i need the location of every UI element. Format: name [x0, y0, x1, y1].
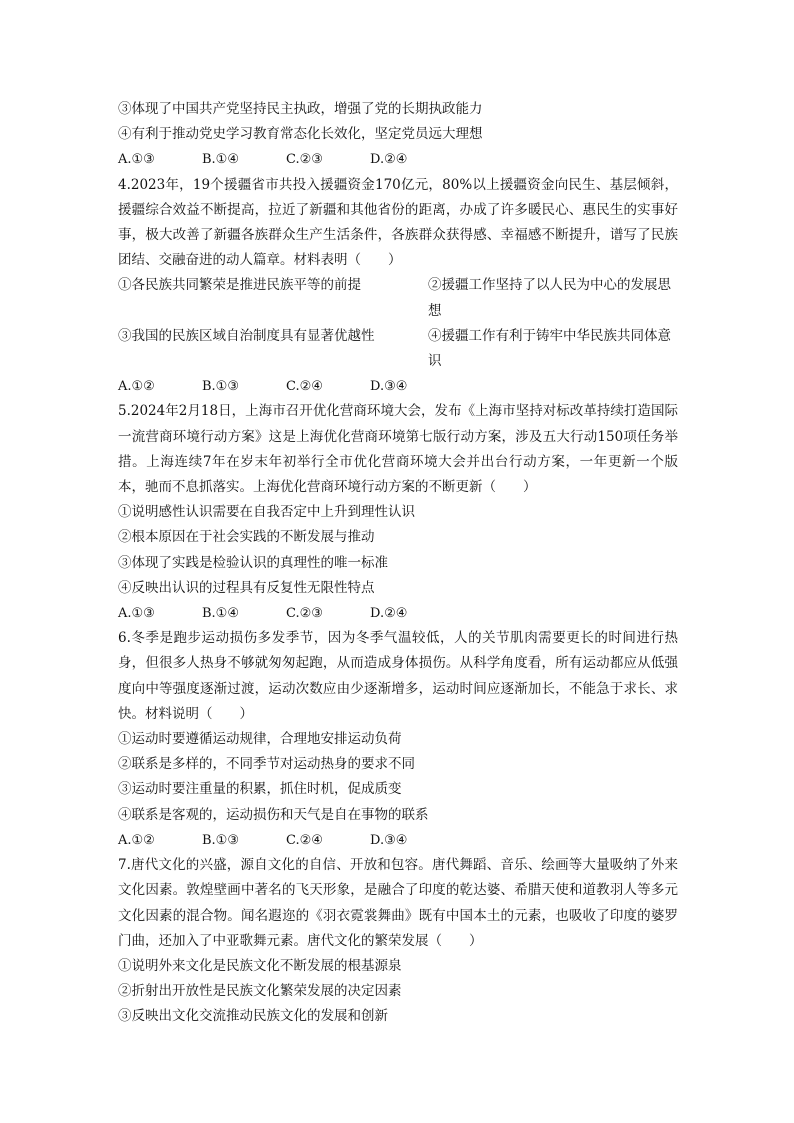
q7-option-2: ②折射出开放性是民族文化繁荣发展的决定因素 [118, 983, 402, 1000]
q5-answers [118, 601, 678, 626]
q4-option-3: ③我国的民族区域自治制度具有显著优越性 [118, 327, 375, 344]
q6-option-1: ①运动时要遵循运动规律，合理地安排运动负荷 [118, 731, 402, 748]
q4-answers [118, 374, 678, 399]
q4-answer-a: A.①② [118, 379, 155, 395]
q4-answer-b: B.①③ [202, 379, 239, 395]
q4-option-1: ①各民族共同繁荣是推进民族平等的前提 [118, 277, 361, 294]
q4-options-row-1 [118, 273, 678, 323]
q5-option-4: ④反映出认识的过程具有反复性无限性特点 [118, 579, 375, 596]
q6-option-2: ②联系是多样的，不同季节对运动热身的要求不同 [118, 756, 415, 773]
q3-option-4: ④有利于推动党史学习教育常态化长效化，坚定党员远大理想 [118, 126, 483, 143]
q6-answer-a: A.①② [118, 832, 155, 848]
q6-stem: 6.冬季是跑步运动损伤多发季节，因为冬季气温较低，人的关节肌肉需要更长的时间进行热身，但很多人热身不够就匆匆起跑，从而造成身体损伤。从科学角度看，所有运动都应从低强度向中等强度逐渐过渡，运动次数应由少逐渐增多，运动时间应逐渐加长，不能急于求长、求快。材料说明（ ） [118, 630, 678, 722]
q3-answer-d: D.②④ [370, 152, 408, 168]
q5-answer-d: D.②④ [370, 606, 408, 622]
q5-answer-c: C.②③ [286, 606, 323, 622]
q5-answer-b: B.①④ [202, 606, 239, 622]
q7-option-3: ③反映出文化交流推动民族文化的发展和创新 [118, 1008, 388, 1025]
q7-option-1: ①说明外来文化是民族文化不断发展的根基源泉 [118, 957, 402, 974]
q6-option-4: ④联系是客观的，运动损伤和天气是自在事物的联系 [118, 806, 429, 823]
q5-option-1: ①说明感性认识需要在自我否定中上升到理性认识 [118, 504, 415, 521]
q6-answers [118, 828, 678, 853]
q3-option-3: ③体现了中国共产党坚持民主执政，增强了党的长期执政能力 [118, 101, 483, 117]
q5-option-2: ②根本原因在于社会实践的不断发展与推动 [118, 529, 375, 546]
q4-stem: 4.2023年，19个援疆省市共投入援疆资金170亿元，80%以上援疆资金向民生、基层倾斜，援疆综合效益不断提高，拉近了新疆和其他省份的距离，办成了许多暖民心、惠民生的实事好事，极大改善了新疆各族群众生产生活条件，各族群众获得感、幸福感不断提升，谱写了民族团结、交融奋进的动人篇章。材料表明（ ） [118, 176, 678, 269]
q3-answers [118, 147, 678, 172]
q5-option-3: ③体现了实践是检验认识的真理性的唯一标准 [118, 554, 388, 571]
q4-option-2: ②援疆工作坚持了以人民为中心的发展思想 [428, 277, 671, 319]
q6-answer-b: B.①③ [202, 832, 239, 848]
q6-answer-c: C.②④ [286, 832, 323, 848]
exam-page [118, 97, 678, 1030]
q4-option-4: ④援疆工作有利于铸牢中华民族共同体意识 [428, 327, 671, 370]
q6-answer-d: D.③④ [370, 832, 408, 848]
q3-answer-b: B.①④ [202, 152, 239, 168]
q5-answer-a: A.①③ [118, 606, 155, 622]
q5-stem: 5.2024年2月18日，上海市召开优化营商环境大会，发布《上海市坚持对标改革持续打造国际一流营商环境行动方案》这是上海优化营商环境第七版行动方案，涉及五大行动150项任务举措。上海连续7年在岁末年初举行全市优化营商环境大会并出台行动方案，一年更新一个版本，驰而不息抓落实。上海优化营商环境行动方案的不断更新（ ） [118, 403, 678, 496]
q6-option-3: ③运动时要注重量的积累，抓住时机，促成质变 [118, 781, 402, 798]
q4-options-row-2 [118, 324, 678, 374]
q3-answer-c: C.②③ [286, 152, 323, 168]
q4-answer-d: D.③④ [370, 379, 408, 395]
q7-stem: 7.唐代文化的兴盛，源自文化的自信、开放和包容。唐代舞蹈、音乐、绘画等大量吸纳了外来文化因素。敦煌壁画中著名的飞天形象，是融合了印度的乾达婆、希腊天使和道教羽人等多元文化因素的混合物。闻名遐迩的《羽衣霓裳舞曲》既有中国本土的元素，也吸收了印度的婆罗门曲，还加入了中亚歌舞元素。唐代文化的繁荣发展（ ） [118, 857, 678, 949]
q3-answer-a: A.①③ [118, 152, 155, 168]
q4-answer-c: C.②④ [286, 379, 323, 395]
